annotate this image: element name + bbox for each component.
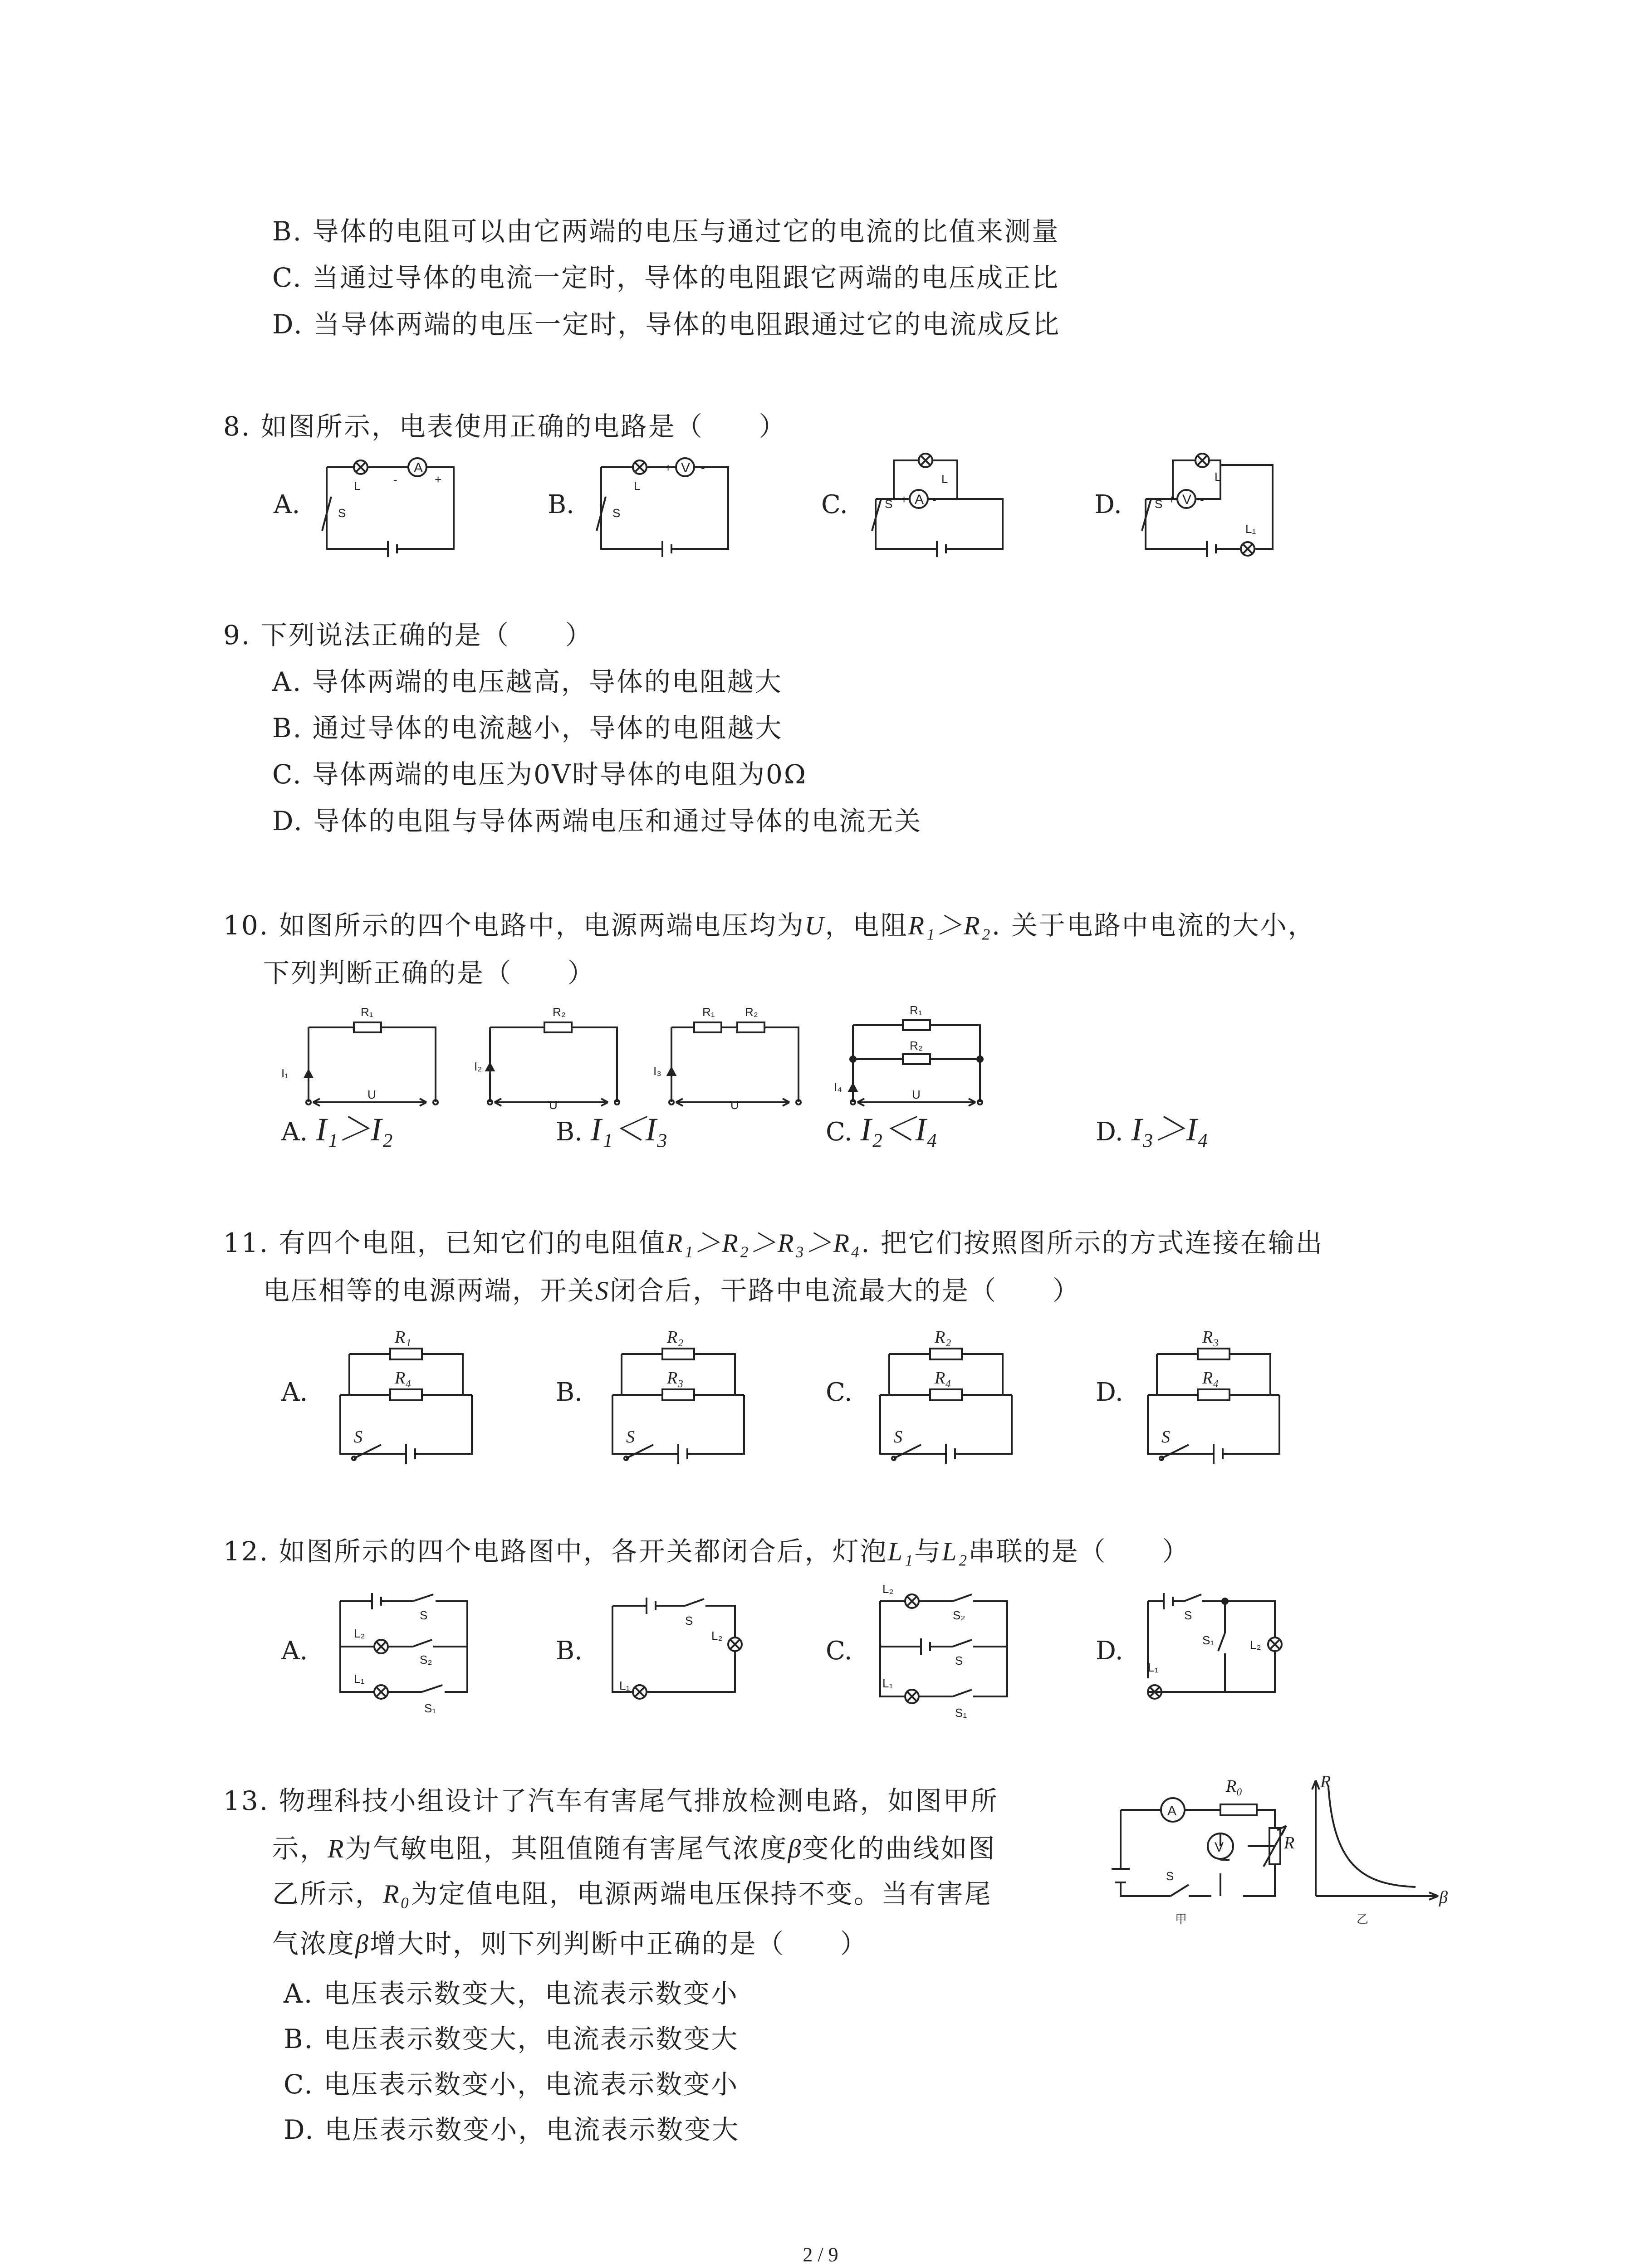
svg-text:+: + bbox=[901, 493, 908, 506]
svg-text:S₂: S₂ bbox=[420, 1653, 432, 1667]
svg-text:V: V bbox=[1215, 1840, 1224, 1855]
svg-text:L₂: L₂ bbox=[354, 1627, 365, 1640]
svg-text:V: V bbox=[1182, 492, 1192, 507]
q11-stem-line2: 电压相等的电源两端，开关S闭合后，干路中电流最大的是（ ） bbox=[263, 1275, 1081, 1306]
svg-text:S₂: S₂ bbox=[953, 1608, 965, 1622]
svg-text:L₂: L₂ bbox=[711, 1629, 723, 1642]
q13-circuit-jia bbox=[1107, 1769, 1298, 1932]
svg-text:U: U bbox=[549, 1098, 558, 1112]
q12-option-a: A. bbox=[281, 1636, 308, 1666]
q8-circuit-c bbox=[867, 451, 1012, 560]
svg-text:R₁: R₁ bbox=[361, 1005, 373, 1019]
svg-text:L₁: L₁ bbox=[619, 1679, 630, 1692]
svg-text:R₂: R₂ bbox=[745, 1005, 758, 1019]
svg-text:A: A bbox=[1167, 1804, 1177, 1818]
q8-circuit-d bbox=[1136, 451, 1291, 560]
svg-text:S: S bbox=[420, 1608, 428, 1622]
q13-option-b: B. 电压表示数变大，电流表示数变大 bbox=[284, 2024, 739, 2054]
svg-text:L: L bbox=[941, 472, 948, 486]
q9-option-d: D. 导体的电阻与导体两端电压和通过导体的电流无关 bbox=[272, 806, 922, 836]
svg-text:L₂: L₂ bbox=[882, 1582, 894, 1596]
q12-option-c: C. bbox=[826, 1636, 852, 1666]
svg-text:-: - bbox=[932, 493, 936, 506]
q10-option-b: B. I₁＜I₃ bbox=[556, 1111, 668, 1148]
svg-text:S₁: S₁ bbox=[955, 1706, 967, 1720]
q13-option-d: D. 电压表示数变小，电流表示数变大 bbox=[284, 2114, 740, 2145]
q9-option-c: C. 导体两端的电压为0V时导体的电阻为0Ω bbox=[272, 759, 807, 790]
q12-circuit-a bbox=[331, 1588, 481, 1724]
svg-text:L₂: L₂ bbox=[1250, 1638, 1261, 1652]
svg-text:S₁: S₁ bbox=[424, 1701, 436, 1715]
svg-text:R₁: R₁ bbox=[910, 1003, 922, 1017]
q11-circuit-c bbox=[871, 1318, 1021, 1467]
q7-option-c: C. 当通过导体的电流一定时，导体的电阻跟它两端的电压成正比 bbox=[272, 262, 1060, 293]
svg-text:S: S bbox=[626, 1427, 635, 1447]
q11-option-a: A. bbox=[281, 1378, 308, 1407]
svg-text:+: + bbox=[1168, 493, 1176, 506]
q10-circuit-3 bbox=[644, 1002, 808, 1111]
svg-text:R₁: R₁ bbox=[702, 1005, 715, 1019]
svg-text:R₄: R₄ bbox=[1202, 1369, 1219, 1388]
svg-text:-: - bbox=[701, 461, 705, 474]
svg-text:R₂: R₂ bbox=[935, 1328, 951, 1347]
svg-text:R₀: R₀ bbox=[1226, 1777, 1243, 1796]
page-number: 2 / 9 bbox=[803, 2244, 838, 2266]
q10-option-a: A. I₁＞I₂ bbox=[281, 1111, 393, 1148]
q12-circuit-c bbox=[871, 1583, 1021, 1728]
q8-circuit-a bbox=[318, 454, 463, 558]
svg-text:U: U bbox=[912, 1088, 921, 1101]
q8-circuit-b bbox=[592, 454, 737, 558]
q13-line3: 乙所示，R₀为定值电阻，电源两端电压保持不变。当有害尾 bbox=[272, 1878, 992, 1909]
svg-text:R₃: R₃ bbox=[667, 1369, 684, 1388]
svg-text:S₁: S₁ bbox=[1202, 1633, 1215, 1647]
q13-fig-yi-label: 乙 bbox=[1357, 1912, 1369, 1926]
q7-option-d: D. 当导体两端的电压一定时，导体的电阻跟通过它的电流成反比 bbox=[272, 309, 1061, 340]
q8-option-d: D. bbox=[1094, 490, 1122, 519]
q8-stem: 8. 如图所示，电表使用正确的电路是（ ） bbox=[223, 411, 787, 442]
q13-graph-yi bbox=[1307, 1774, 1452, 1928]
q9-option-a: A. 导体两端的电压越高，导体的电阻越大 bbox=[272, 666, 783, 697]
svg-text:S: S bbox=[1184, 1608, 1192, 1622]
q11-option-b: B. bbox=[556, 1378, 583, 1407]
svg-text:S: S bbox=[685, 1614, 693, 1628]
q11-option-c: C. bbox=[826, 1378, 852, 1407]
svg-text:R₂: R₂ bbox=[553, 1005, 566, 1019]
q12-option-b: B. bbox=[556, 1636, 583, 1666]
svg-text:S: S bbox=[1161, 1427, 1170, 1447]
q13-option-c: C. 电压表示数变小，电流表示数变小 bbox=[284, 2069, 739, 2100]
q8a-ammeter-label: A bbox=[414, 460, 423, 475]
svg-text:R: R bbox=[1284, 1833, 1295, 1853]
svg-text:-: - bbox=[393, 473, 397, 486]
q11-circuit-d bbox=[1139, 1318, 1288, 1467]
q11-circuit-a bbox=[331, 1318, 481, 1467]
svg-text:L: L bbox=[634, 479, 641, 493]
q13-line1: 13. 物理科技小组设计了汽车有害尾气排放检测电路，如图甲所 bbox=[223, 1785, 999, 1816]
svg-text:I₁: I₁ bbox=[281, 1066, 289, 1080]
q7-option-b: B. 导体的电阻可以由它两端的电压与通过它的电流的比值来测量 bbox=[272, 216, 1060, 247]
svg-text:S: S bbox=[1155, 497, 1163, 511]
svg-text:S: S bbox=[955, 1654, 963, 1667]
q10-option-d: D. I₃＞I₄ bbox=[1096, 1111, 1209, 1148]
svg-text:β: β bbox=[1439, 1888, 1448, 1907]
q13-option-a: A. 电压表示数变大，电流表示数变小 bbox=[284, 1978, 739, 2009]
svg-text:S: S bbox=[1166, 1869, 1174, 1883]
q11-option-d: D. bbox=[1096, 1378, 1123, 1407]
q10-circuit-2 bbox=[463, 1002, 626, 1111]
svg-text:R: R bbox=[1320, 1772, 1331, 1791]
svg-text:L: L bbox=[354, 479, 361, 493]
svg-text:S: S bbox=[894, 1427, 902, 1447]
svg-text:I₂: I₂ bbox=[474, 1060, 482, 1073]
svg-text:A: A bbox=[915, 492, 924, 507]
q12-circuit-b bbox=[603, 1588, 753, 1724]
q8b-voltmeter-label: V bbox=[681, 460, 691, 475]
q10-circuit-1 bbox=[281, 1002, 445, 1111]
svg-text:+: + bbox=[435, 473, 442, 486]
q8-option-a: A. bbox=[274, 490, 300, 519]
q10-option-c: C. I₂＜I₄ bbox=[826, 1111, 938, 1148]
svg-text:S: S bbox=[612, 506, 621, 520]
svg-text:L₁: L₁ bbox=[1245, 522, 1256, 536]
q12-option-d: D. bbox=[1096, 1636, 1123, 1666]
svg-text:L₁: L₁ bbox=[882, 1677, 893, 1690]
q12-stem: 12. 如图所示的四个电路图中，各开关都闭合后，灯泡L₁与L₂串联的是（ ） bbox=[223, 1536, 1190, 1567]
q9-stem: 9. 下列说法正确的是（ ） bbox=[223, 620, 593, 650]
svg-text:-: - bbox=[1200, 493, 1204, 506]
svg-text:R₂: R₂ bbox=[910, 1039, 923, 1052]
q10-circuit-4 bbox=[830, 1002, 994, 1111]
q11-stem: 11. 有四个电阻，已知它们的电阻值R₁＞R₂＞R₃＞R₄. 把它们按照图所示的方式连接在输出 bbox=[223, 1227, 1323, 1258]
svg-text:I₄: I₄ bbox=[834, 1080, 842, 1094]
svg-text:+: + bbox=[665, 461, 672, 474]
svg-text:U: U bbox=[730, 1098, 739, 1112]
svg-text:R₄: R₄ bbox=[395, 1369, 411, 1388]
svg-text:R₄: R₄ bbox=[935, 1369, 951, 1388]
q10-stem: 10. 如图所示的四个电路中，电源两端电压均为U，电阻R₁＞R₂. 关于电路中电流的大小， bbox=[223, 910, 1316, 941]
q9-option-b: B. 通过导体的电流越小，导体的电阻越大 bbox=[272, 713, 783, 743]
svg-text:L: L bbox=[1215, 470, 1221, 484]
q8-option-c: C. bbox=[821, 490, 848, 519]
svg-text:L₁: L₁ bbox=[1148, 1661, 1159, 1674]
svg-text:S: S bbox=[338, 506, 346, 520]
svg-text:S: S bbox=[354, 1427, 362, 1447]
svg-text:S: S bbox=[885, 497, 893, 511]
svg-text:L₁: L₁ bbox=[354, 1672, 365, 1686]
svg-text:I₃: I₃ bbox=[653, 1064, 661, 1078]
svg-text:R₁: R₁ bbox=[395, 1328, 411, 1347]
q13-line4: 气浓度β增大时，则下列判断中正确的是（ ） bbox=[272, 1928, 868, 1959]
q13-line2: 示，R为气敏电阻，其阻值随有害尾气浓度β变化的曲线如图 bbox=[272, 1833, 996, 1864]
svg-text:R₂: R₂ bbox=[667, 1328, 684, 1347]
q8-option-b: B. bbox=[548, 490, 574, 519]
q11-circuit-b bbox=[603, 1318, 753, 1467]
svg-text:R₃: R₃ bbox=[1202, 1328, 1219, 1347]
q12-circuit-d bbox=[1139, 1588, 1293, 1724]
q10-stem-line2: 下列判断正确的是（ ） bbox=[263, 958, 596, 988]
svg-text:U: U bbox=[367, 1088, 376, 1101]
q13-fig-jia-label: 甲 bbox=[1175, 1912, 1187, 1926]
